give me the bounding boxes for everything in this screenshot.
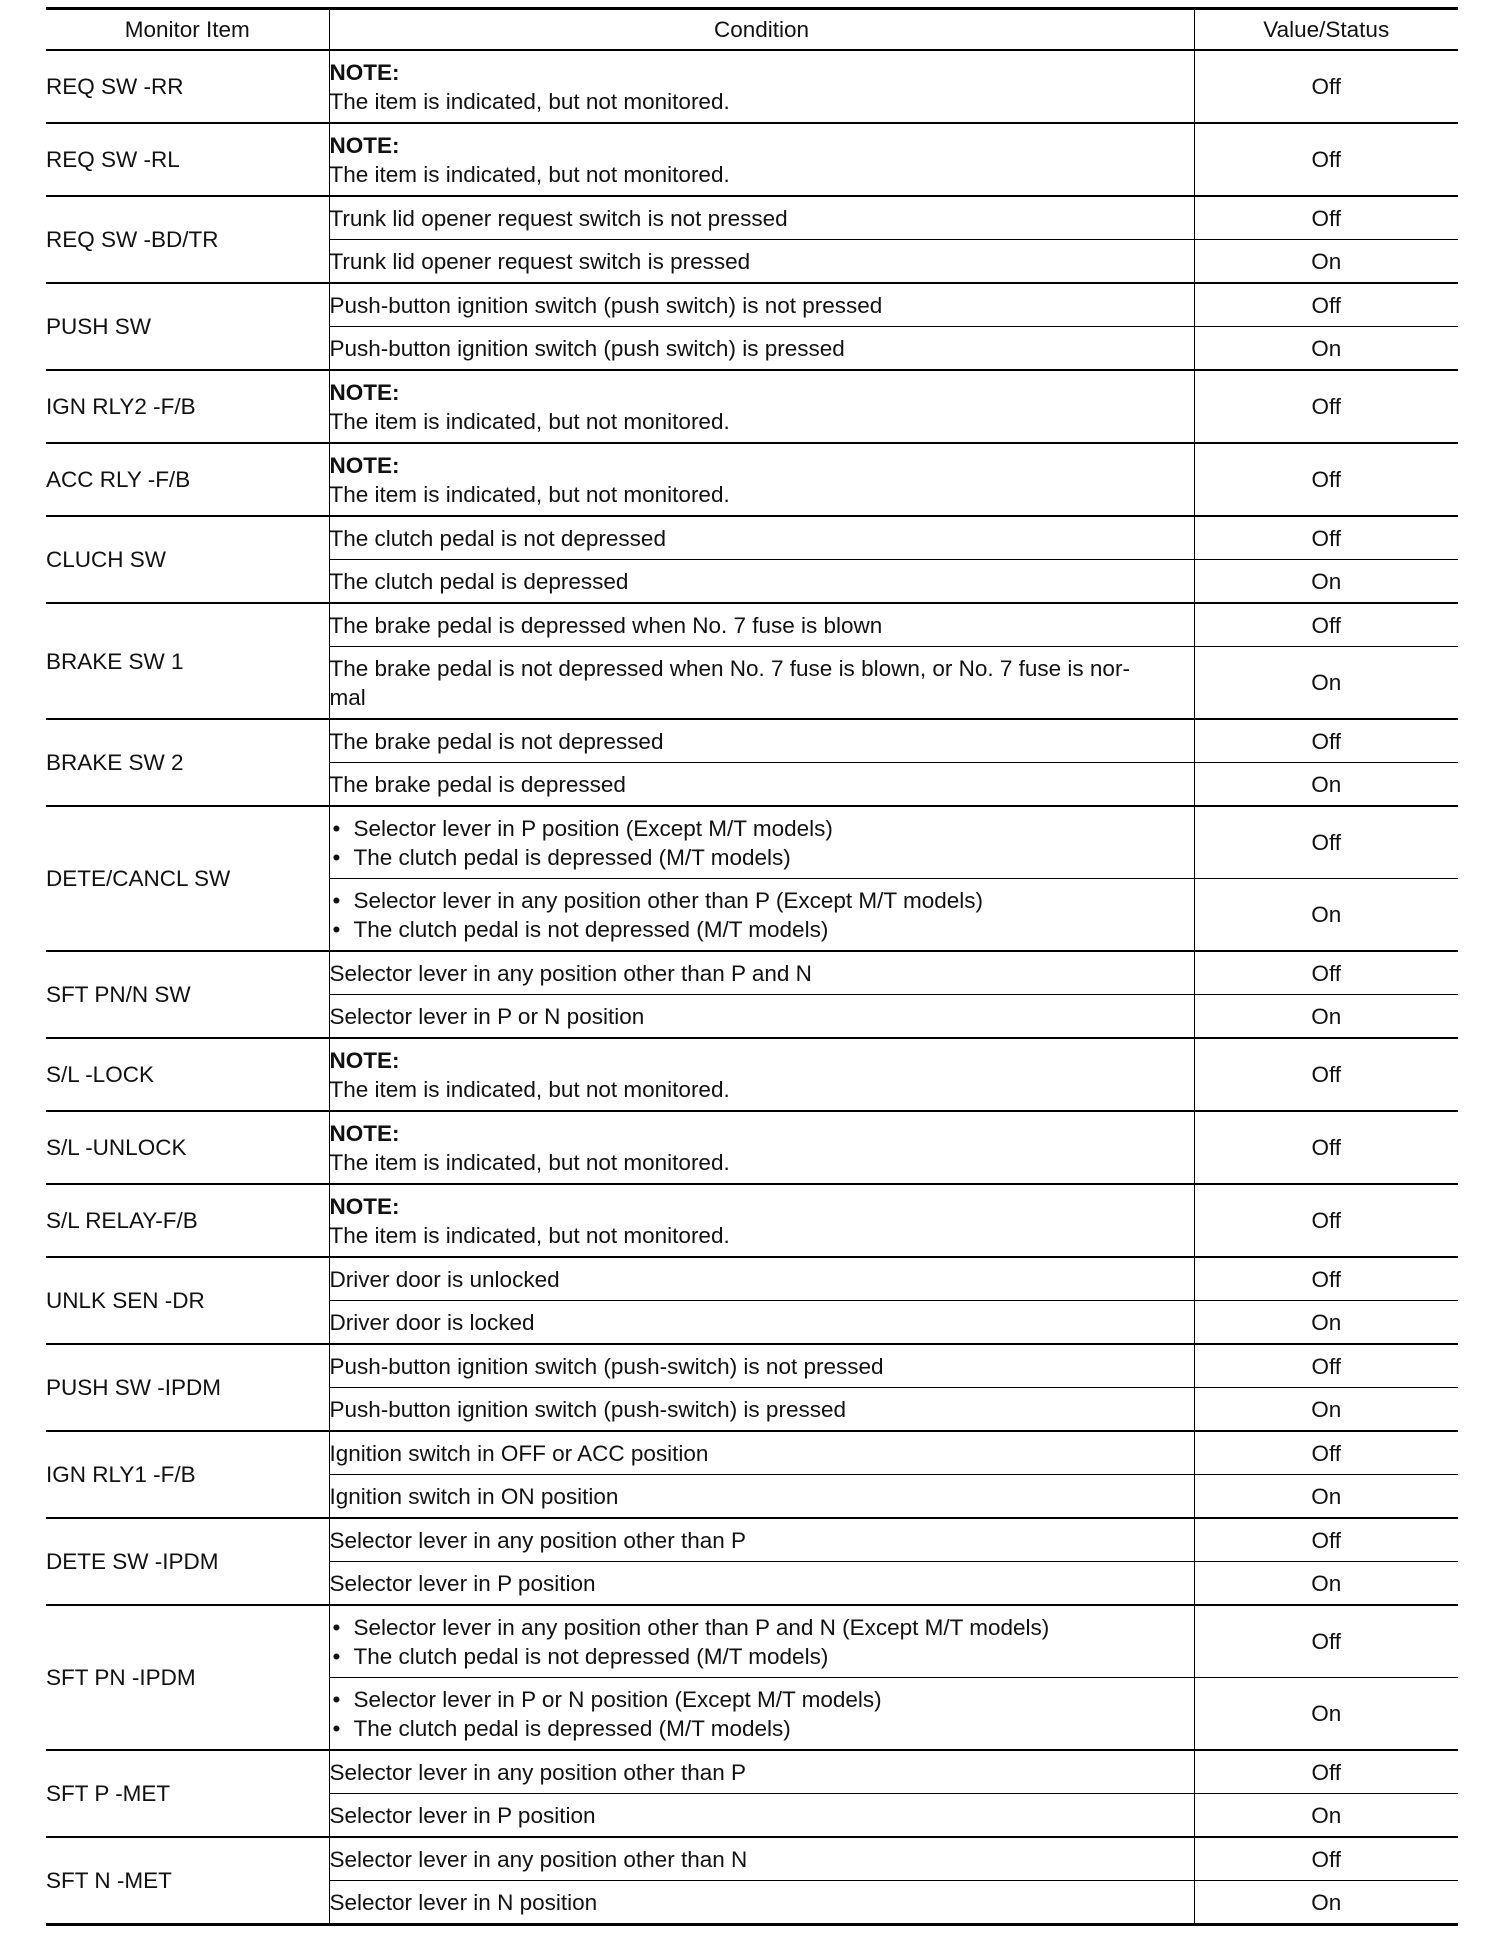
condition-cell [329, 1388, 1194, 1432]
condition-cell [329, 1678, 1194, 1751]
condition-text: Selector lever in P or N position [329, 1003, 645, 1029]
condition-cell [329, 327, 1194, 371]
condition-cell [329, 1301, 1194, 1345]
table-row [46, 516, 1458, 560]
value-status-cell: Off [1194, 1344, 1458, 1388]
condition-text: The brake pedal is not depressed when No. 7 fuse is blown, or No. 7 fuse is nor- mal [329, 655, 1130, 710]
condition-text: Selector lever in P position [329, 1802, 596, 1828]
condition-cell [329, 1111, 1194, 1184]
condition-text: Push-button ignition switch (push-switch) is pressed [329, 1396, 846, 1422]
note-text: The item is indicated, but not monitored. [329, 1149, 730, 1175]
value-status-cell: On [1194, 327, 1458, 371]
monitor-item-cell: S/L RELAY-F/B [46, 1184, 329, 1257]
condition-text: The brake pedal is depressed when No. 7 fuse is blown [329, 612, 883, 638]
condition-cell [329, 1881, 1194, 1924]
condition-cell [329, 951, 1194, 995]
condition-bullet: • Selector lever in P position (Except M/T models) [330, 814, 1194, 843]
table-row [46, 50, 1458, 123]
monitor-item-cell: SFT PN/N SW [46, 951, 329, 1038]
table-row [46, 1038, 1458, 1111]
monitor-item-cell: IGN RLY1 -F/B [46, 1431, 329, 1518]
table-row [46, 806, 1458, 879]
condition-bullet: • The clutch pedal is not depressed (M/T models) [330, 915, 1194, 944]
value-status-cell: Off [1194, 1111, 1458, 1184]
condition-cell [329, 560, 1194, 604]
monitor-item-cell: ACC RLY -F/B [46, 443, 329, 516]
value-status-cell: Off [1194, 196, 1458, 240]
note-label: NOTE: [329, 1120, 400, 1146]
condition-cell [329, 196, 1194, 240]
condition-bullet: • The clutch pedal is depressed (M/T models) [330, 1714, 1194, 1743]
condition-bullet: • The clutch pedal is depressed (M/T models) [330, 843, 1194, 872]
condition-text: Driver door is locked [329, 1309, 535, 1335]
note-text: The item is indicated, but not monitored. [329, 161, 730, 187]
value-status-cell: On [1194, 1562, 1458, 1606]
condition-cell [329, 240, 1194, 284]
monitor-item-cell: UNLK SEN -DR [46, 1257, 329, 1344]
condition-cell [329, 603, 1194, 647]
monitor-item-cell: DETE/CANCL SW [46, 806, 329, 951]
monitor-item-cell: REQ SW -BD/TR [46, 196, 329, 283]
condition-cell [329, 1794, 1194, 1838]
table-row [46, 1605, 1458, 1678]
table-row [46, 196, 1458, 240]
monitor-item-cell: PUSH SW -IPDM [46, 1344, 329, 1431]
table-row [46, 1518, 1458, 1562]
monitor-item-cell: SFT N -MET [46, 1837, 329, 1923]
condition-text: Push-button ignition switch (push switch) is pressed [329, 335, 845, 361]
value-status-cell: Off [1194, 1750, 1458, 1794]
table-row [46, 1344, 1458, 1388]
condition-text: Selector lever in any position other than P [329, 1759, 746, 1785]
condition-cell [329, 1837, 1194, 1881]
value-status-cell: On [1194, 647, 1458, 720]
condition-cell [329, 1257, 1194, 1301]
value-status-cell: Off [1194, 443, 1458, 516]
value-status-cell: Off [1194, 1431, 1458, 1475]
value-status-cell: Off [1194, 1518, 1458, 1562]
value-status-cell: Off [1194, 603, 1458, 647]
condition-bullet: • Selector lever in P or N position (Except M/T models) [330, 1685, 1194, 1714]
condition-cell [329, 1344, 1194, 1388]
value-status-cell: On [1194, 240, 1458, 284]
monitor-item-cell: REQ SW -RR [46, 50, 329, 123]
table-row [46, 1257, 1458, 1301]
condition-cell [329, 806, 1194, 879]
value-status-cell: Off [1194, 50, 1458, 123]
value-status-cell: Off [1194, 951, 1458, 995]
value-status-cell: Off [1194, 1257, 1458, 1301]
condition-text: Selector lever in any position other than N [329, 1846, 748, 1872]
note-label: NOTE: [329, 1047, 400, 1073]
condition-text: The brake pedal is not depressed [329, 728, 664, 754]
table-row [46, 1431, 1458, 1475]
monitor-item-cell: SFT PN -IPDM [46, 1605, 329, 1750]
condition-bullet: • Selector lever in any position other than P (Except M/T models) [330, 886, 1194, 915]
condition-text: Selector lever in P position [329, 1570, 596, 1596]
condition-cell [329, 1562, 1194, 1606]
value-status-cell: Off [1194, 283, 1458, 327]
monitor-item-cell: CLUCH SW [46, 516, 329, 603]
condition-cell [329, 283, 1194, 327]
table-body [46, 50, 1458, 1923]
value-status-cell: Off [1194, 370, 1458, 443]
table-row [46, 1184, 1458, 1257]
monitor-item-cell: S/L -LOCK [46, 1038, 329, 1111]
value-status-cell: Off [1194, 1184, 1458, 1257]
condition-cell [329, 719, 1194, 763]
note-text: The item is indicated, but not monitored. [329, 408, 730, 434]
monitor-item-cell: SFT P -MET [46, 1750, 329, 1837]
value-status-cell: On [1194, 1794, 1458, 1838]
condition-text: Trunk lid opener request switch is not pressed [329, 205, 788, 231]
value-status-cell: Off [1194, 516, 1458, 560]
condition-text: The clutch pedal is not depressed [329, 525, 666, 551]
condition-bullet: • Selector lever in any position other than P and N (Except M/T models) [330, 1613, 1194, 1642]
condition-cell [329, 647, 1194, 720]
table-row [46, 370, 1458, 443]
table-row [46, 1111, 1458, 1184]
monitor-item-cell: PUSH SW [46, 283, 329, 370]
condition-cell [329, 879, 1194, 952]
condition-bullet-list [330, 814, 1194, 872]
condition-cell [329, 443, 1194, 516]
condition-cell [329, 1475, 1194, 1519]
value-status-cell: Off [1194, 1605, 1458, 1678]
value-status-cell: Off [1194, 806, 1458, 879]
monitor-item-table [46, 10, 1458, 1923]
value-status-cell: On [1194, 763, 1458, 807]
table-header-row [46, 10, 1458, 50]
table-row [46, 123, 1458, 196]
condition-cell [329, 123, 1194, 196]
note-text: The item is indicated, but not monitored. [329, 1076, 730, 1102]
condition-cell [329, 516, 1194, 560]
table-row [46, 603, 1458, 647]
table-row [46, 283, 1458, 327]
condition-text: Trunk lid opener request switch is pressed [329, 248, 751, 274]
note-label: NOTE: [329, 1193, 400, 1219]
value-status-cell: On [1194, 995, 1458, 1039]
monitor-table-document [46, 7, 1458, 1926]
note-text: The item is indicated, but not monitored. [329, 88, 730, 114]
condition-cell [329, 995, 1194, 1039]
note-text: The item is indicated, but not monitored. [329, 1222, 730, 1248]
condition-bullet: • The clutch pedal is not depressed (M/T models) [330, 1642, 1194, 1671]
condition-text: Selector lever in N position [329, 1889, 598, 1915]
condition-text: The clutch pedal is depressed [329, 568, 629, 594]
note-label: NOTE: [329, 452, 400, 478]
monitor-item-cell: BRAKE SW 2 [46, 719, 329, 806]
header-monitor-item: Monitor Item [46, 10, 329, 50]
note-label: NOTE: [329, 59, 400, 85]
condition-cell [329, 1750, 1194, 1794]
value-status-cell: On [1194, 560, 1458, 604]
monitor-item-cell: BRAKE SW 1 [46, 603, 329, 719]
condition-cell [329, 370, 1194, 443]
monitor-item-cell: DETE SW -IPDM [46, 1518, 329, 1605]
monitor-item-cell: S/L -UNLOCK [46, 1111, 329, 1184]
monitor-item-cell: REQ SW -RL [46, 123, 329, 196]
condition-cell [329, 763, 1194, 807]
condition-cell [329, 50, 1194, 123]
condition-text: Selector lever in any position other than P [329, 1527, 746, 1553]
table-row [46, 1837, 1458, 1881]
table-row [46, 1750, 1458, 1794]
condition-text: The brake pedal is depressed [329, 771, 626, 797]
condition-text: Ignition switch in ON position [329, 1483, 619, 1509]
value-status-cell: Off [1194, 1038, 1458, 1111]
table-row [46, 951, 1458, 995]
table-row [46, 719, 1458, 763]
value-status-cell: On [1194, 1475, 1458, 1519]
condition-text: Push-button ignition switch (push-switch) is not pressed [329, 1353, 884, 1379]
monitor-item-cell: IGN RLY2 -F/B [46, 370, 329, 443]
value-status-cell: Off [1194, 719, 1458, 763]
value-status-cell: On [1194, 1388, 1458, 1432]
note-text: The item is indicated, but not monitored. [329, 481, 730, 507]
table-row [46, 443, 1458, 516]
value-status-cell: On [1194, 1301, 1458, 1345]
value-status-cell: Off [1194, 1837, 1458, 1881]
condition-cell [329, 1431, 1194, 1475]
condition-text: Driver door is unlocked [329, 1266, 560, 1292]
note-label: NOTE: [329, 379, 400, 405]
value-status-cell: Off [1194, 123, 1458, 196]
value-status-cell: On [1194, 1881, 1458, 1924]
condition-text: Push-button ignition switch (push switch) is not pressed [329, 292, 883, 318]
condition-cell [329, 1184, 1194, 1257]
condition-text: Selector lever in any position other than P and N [329, 960, 812, 986]
header-value-status: Value/Status [1194, 10, 1458, 50]
condition-bullet-list [330, 1613, 1194, 1671]
condition-bullet-list [330, 1685, 1194, 1743]
value-status-cell: On [1194, 879, 1458, 952]
condition-cell [329, 1518, 1194, 1562]
condition-cell [329, 1038, 1194, 1111]
note-label: NOTE: [329, 132, 400, 158]
value-status-cell: On [1194, 1678, 1458, 1751]
condition-cell [329, 1605, 1194, 1678]
condition-text: Ignition switch in OFF or ACC position [329, 1440, 709, 1466]
condition-bullet-list [330, 886, 1194, 944]
header-condition: Condition [329, 10, 1194, 50]
